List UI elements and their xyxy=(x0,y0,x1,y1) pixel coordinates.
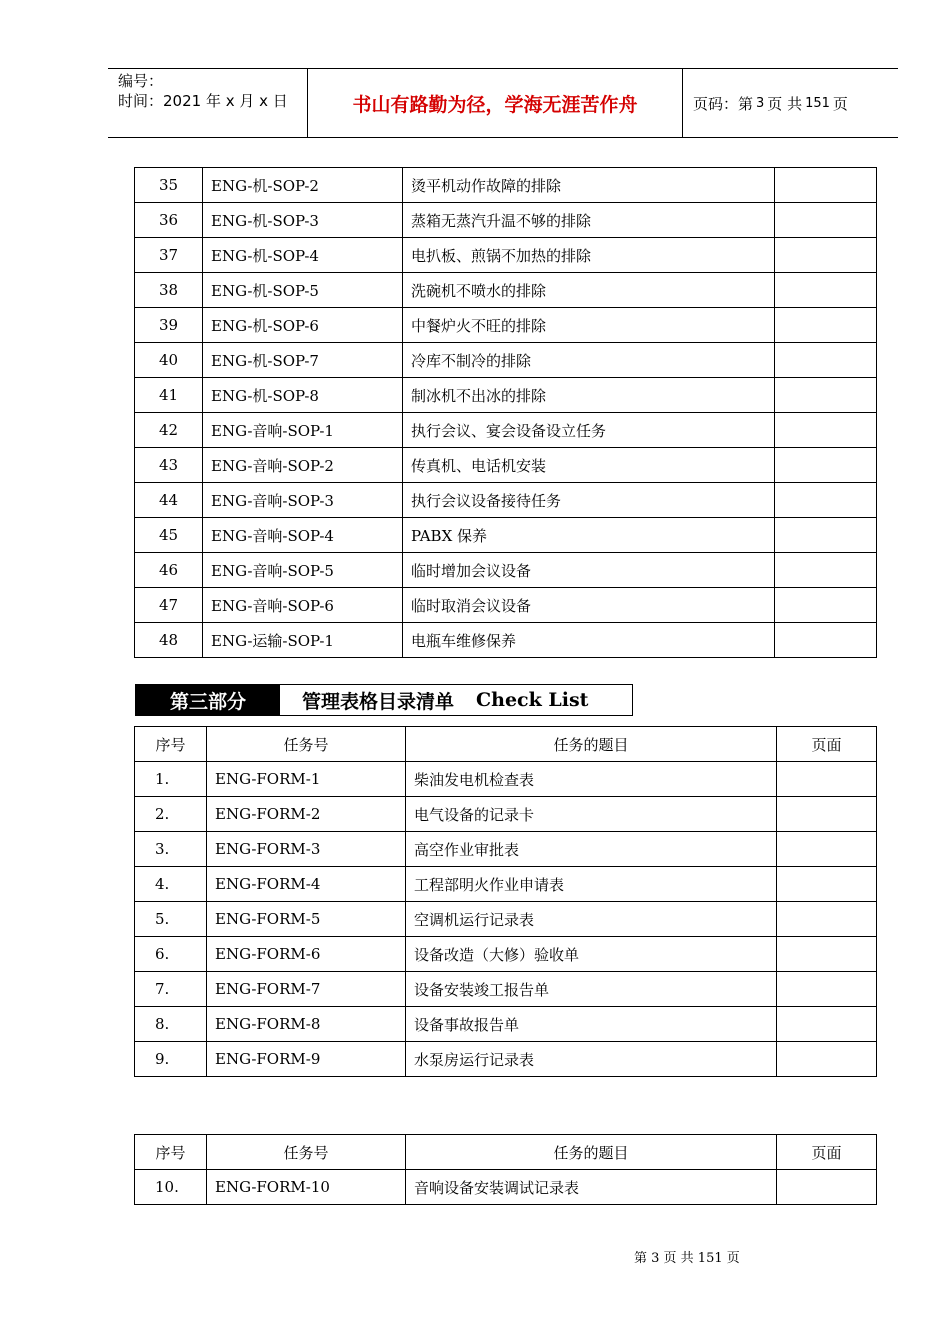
page-current: 3 xyxy=(756,95,765,111)
task-title: 设备安装竣工报告单 xyxy=(406,972,777,1007)
row-number: 1. xyxy=(135,762,207,797)
col-code: 任务号 xyxy=(207,727,406,762)
page-header xyxy=(108,68,898,138)
task-title: 电瓶车维修保养 xyxy=(403,623,775,658)
page-cell xyxy=(775,168,877,203)
task-title: 蒸箱无蒸汽升温不够的排除 xyxy=(403,203,775,238)
row-number: 8. xyxy=(135,1007,207,1042)
col-code: 任务号 xyxy=(207,1135,406,1170)
task-code: ENG-FORM-7 xyxy=(207,972,406,1007)
table-row xyxy=(135,1170,877,1205)
form-table xyxy=(134,726,877,1077)
page-cell xyxy=(775,238,877,273)
row-number: 39 xyxy=(135,308,203,343)
task-code: ENG-音响-SOP-2 xyxy=(203,448,403,483)
table-row xyxy=(135,797,877,832)
task-code: ENG-FORM-6 xyxy=(207,937,406,972)
task-title: 工程部明火作业申请表 xyxy=(406,867,777,902)
task-title: 洗碗机不喷水的排除 xyxy=(403,273,775,308)
row-number: 7. xyxy=(135,972,207,1007)
row-number: 36 xyxy=(135,203,203,238)
page-cell xyxy=(775,553,877,588)
row-number: 10. xyxy=(135,1170,207,1205)
form-table-continued xyxy=(134,1134,877,1205)
table-row xyxy=(135,308,877,343)
time-label: 时间：2021 年 x 月 x 日 xyxy=(118,92,288,110)
row-number: 44 xyxy=(135,483,203,518)
row-number: 47 xyxy=(135,588,203,623)
task-title: 中餐炉火不旺的排除 xyxy=(403,308,775,343)
task-title: 高空作业审批表 xyxy=(406,832,777,867)
task-code: ENG-FORM-8 xyxy=(207,1007,406,1042)
row-number: 43 xyxy=(135,448,203,483)
page-cell xyxy=(777,1042,877,1077)
row-number: 42 xyxy=(135,413,203,448)
page-cell xyxy=(775,448,877,483)
page-cell xyxy=(775,308,877,343)
page-cell xyxy=(777,1007,877,1042)
page-cell xyxy=(775,343,877,378)
row-number: 2. xyxy=(135,797,207,832)
task-code: ENG-运输-SOP-1 xyxy=(203,623,403,658)
row-number: 48 xyxy=(135,623,203,658)
table-row xyxy=(135,762,877,797)
page-cell xyxy=(777,797,877,832)
page-cell xyxy=(775,273,877,308)
task-title: PABX 保养 xyxy=(403,518,775,553)
header-motto: 书山有路勤为径，学海无涯苦作舟 xyxy=(308,69,683,137)
table-row xyxy=(135,518,877,553)
row-number: 5. xyxy=(135,902,207,937)
page-cell xyxy=(777,832,877,867)
task-title: 烫平机动作故障的排除 xyxy=(403,168,775,203)
row-number: 3. xyxy=(135,832,207,867)
header-meta xyxy=(108,69,308,137)
task-title: 临时增加会议设备 xyxy=(403,553,775,588)
page-mid: 页 共 xyxy=(767,94,803,113)
page-cell xyxy=(777,867,877,902)
header-page-number xyxy=(683,69,898,137)
page-suffix: 页 xyxy=(832,94,848,113)
table-header-row xyxy=(135,727,877,762)
col-no: 序号 xyxy=(135,1135,207,1170)
table-row xyxy=(135,972,877,1007)
section-label: 第三部分 xyxy=(136,685,280,715)
section-title-en: Check List xyxy=(476,689,589,711)
task-code: ENG-FORM-10 xyxy=(207,1170,406,1205)
task-code: ENG-FORM-2 xyxy=(207,797,406,832)
page-cell xyxy=(775,203,877,238)
col-title: 任务的题目 xyxy=(406,1135,777,1170)
table-row xyxy=(135,413,877,448)
section-title xyxy=(280,685,632,715)
task-code: ENG-机-SOP-7 xyxy=(203,343,403,378)
task-code: ENG-机-SOP-5 xyxy=(203,273,403,308)
table-row xyxy=(135,448,877,483)
page-prefix: 页码：第 xyxy=(693,94,754,113)
sop-table xyxy=(134,167,877,658)
table-row xyxy=(135,553,877,588)
task-code: ENG-机-SOP-6 xyxy=(203,308,403,343)
task-title: 电气设备的记录卡 xyxy=(406,797,777,832)
page-total: 151 xyxy=(805,95,830,111)
table-row xyxy=(135,588,877,623)
task-title: 执行会议设备接待任务 xyxy=(403,483,775,518)
page-cell xyxy=(777,902,877,937)
row-number: 4. xyxy=(135,867,207,902)
page-cell xyxy=(775,483,877,518)
task-code: ENG-机-SOP-4 xyxy=(203,238,403,273)
task-code: ENG-FORM-5 xyxy=(207,902,406,937)
task-code: ENG-FORM-4 xyxy=(207,867,406,902)
section-header xyxy=(135,684,633,716)
task-title: 冷库不制冷的排除 xyxy=(403,343,775,378)
task-code: ENG-机-SOP-8 xyxy=(203,378,403,413)
table-row xyxy=(135,203,877,238)
table-row xyxy=(135,238,877,273)
row-number: 35 xyxy=(135,168,203,203)
table-row xyxy=(135,902,877,937)
table-header-row xyxy=(135,1135,877,1170)
table-row xyxy=(135,623,877,658)
page-footer: 第 3 页 共 151 页 xyxy=(634,1251,740,1266)
task-title: 空调机运行记录表 xyxy=(406,902,777,937)
task-code: ENG-音响-SOP-3 xyxy=(203,483,403,518)
row-number: 38 xyxy=(135,273,203,308)
task-code: ENG-机-SOP-2 xyxy=(203,168,403,203)
page-cell xyxy=(777,937,877,972)
table-row xyxy=(135,937,877,972)
row-number: 40 xyxy=(135,343,203,378)
task-title: 执行会议、宴会设备设立任务 xyxy=(403,413,775,448)
page-cell xyxy=(775,588,877,623)
task-title: 设备改造（大修）验收单 xyxy=(406,937,777,972)
page-cell xyxy=(775,378,877,413)
task-code: ENG-音响-SOP-1 xyxy=(203,413,403,448)
task-code: ENG-音响-SOP-6 xyxy=(203,588,403,623)
row-number: 41 xyxy=(135,378,203,413)
number-label: 编号： xyxy=(118,72,164,90)
row-number: 46 xyxy=(135,553,203,588)
task-code: ENG-FORM-1 xyxy=(207,762,406,797)
section-title-cn: 管理表格目录清单 xyxy=(302,690,455,713)
row-number: 9. xyxy=(135,1042,207,1077)
task-title: 音响设备安装调试记录表 xyxy=(406,1170,777,1205)
task-code: ENG-音响-SOP-5 xyxy=(203,553,403,588)
task-title: 设备事故报告单 xyxy=(406,1007,777,1042)
col-no: 序号 xyxy=(135,727,207,762)
task-title: 制冰机不出冰的排除 xyxy=(403,378,775,413)
task-code: ENG-音响-SOP-4 xyxy=(203,518,403,553)
table-row xyxy=(135,867,877,902)
page-cell xyxy=(775,518,877,553)
row-number: 37 xyxy=(135,238,203,273)
table-row xyxy=(135,168,877,203)
row-number: 6. xyxy=(135,937,207,972)
table-row xyxy=(135,832,877,867)
task-code: ENG-FORM-3 xyxy=(207,832,406,867)
task-title: 传真机、电话机安装 xyxy=(403,448,775,483)
col-title: 任务的题目 xyxy=(406,727,777,762)
table-row xyxy=(135,1007,877,1042)
task-title: 临时取消会议设备 xyxy=(403,588,775,623)
table-row xyxy=(135,1042,877,1077)
table-row xyxy=(135,483,877,518)
page-cell xyxy=(777,972,877,1007)
table-row xyxy=(135,343,877,378)
page-cell xyxy=(777,762,877,797)
task-title: 柴油发电机检查表 xyxy=(406,762,777,797)
task-title: 电扒板、煎锅不加热的排除 xyxy=(403,238,775,273)
page-cell xyxy=(777,1170,877,1205)
col-page: 页面 xyxy=(777,1135,877,1170)
col-page: 页面 xyxy=(777,727,877,762)
task-code: ENG-机-SOP-3 xyxy=(203,203,403,238)
row-number: 45 xyxy=(135,518,203,553)
task-code: ENG-FORM-9 xyxy=(207,1042,406,1077)
page-cell xyxy=(775,623,877,658)
table-row xyxy=(135,273,877,308)
page-cell xyxy=(775,413,877,448)
task-title: 水泵房运行记录表 xyxy=(406,1042,777,1077)
table-row xyxy=(135,378,877,413)
